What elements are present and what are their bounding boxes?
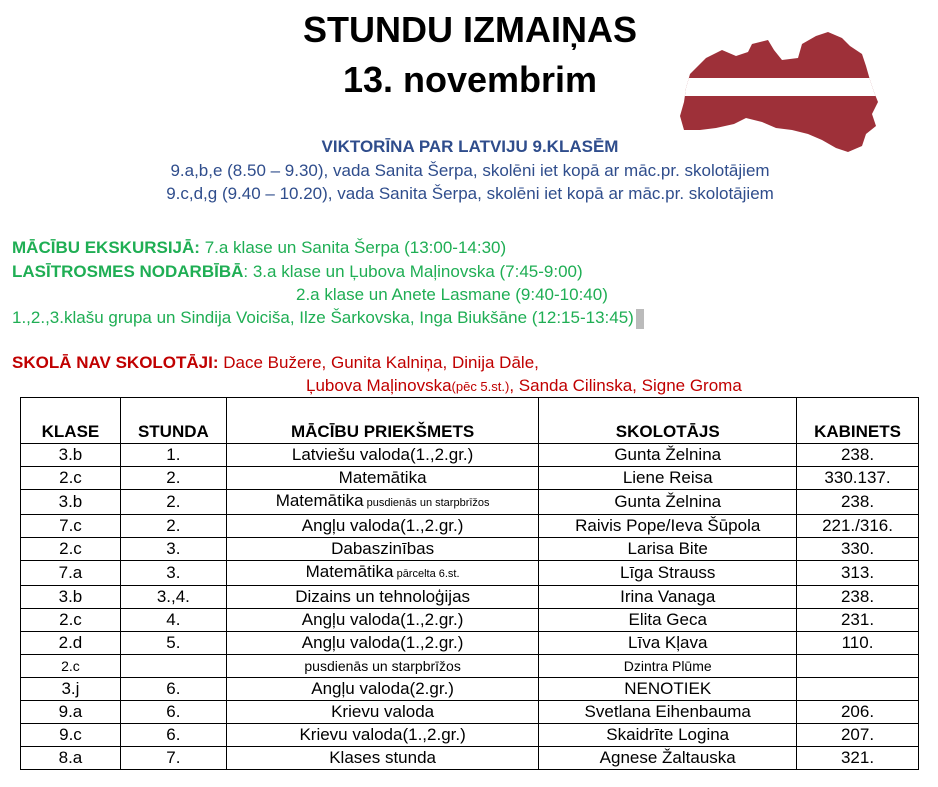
cell-teacher — [539, 586, 797, 609]
cell-teacher-text: Raivis Pope/Ieva Šūpola — [575, 516, 761, 535]
absent-names: , Sanda Cilinska, Signe Groma — [509, 376, 742, 395]
cell-room-text: 238. — [840, 492, 875, 511]
cell-stunda-text: 2. — [166, 468, 181, 487]
cell-klase — [21, 655, 121, 678]
cell-stunda — [120, 655, 226, 678]
reading-line-3 — [12, 307, 644, 329]
cell-klase-text: 2.c — [59, 610, 82, 629]
cell-stunda-text: 7. — [166, 748, 181, 767]
cell-klase — [21, 538, 121, 561]
cell-stunda — [120, 467, 226, 490]
cell-subject-note: pārcelta 6.st. — [393, 568, 460, 580]
cell-subject-text: Angļu valoda(1.,2.gr.) — [301, 610, 464, 629]
absent-note: (pēc 5.st.) — [451, 379, 510, 394]
table-header-row — [21, 398, 919, 444]
cell-klase — [21, 515, 121, 538]
col-header: STUNDA — [120, 398, 226, 444]
cell-stunda — [120, 490, 226, 515]
cell-subject-text: Matemātika — [338, 468, 427, 487]
cell-klase — [21, 490, 121, 515]
cell-teacher-text: Irina Vanaga — [620, 587, 716, 606]
cell-klase-text: 3.j — [61, 679, 80, 698]
cell-klase-text: 9.c — [59, 725, 82, 744]
table-row — [21, 467, 919, 490]
cell-subject — [226, 538, 539, 561]
text-cursor — [636, 309, 644, 329]
cell-teacher — [539, 538, 797, 561]
table-row — [21, 515, 919, 538]
cell-stunda-text: 2. — [166, 516, 181, 535]
cell-teacher — [539, 701, 797, 724]
cell-room-text: 321. — [840, 748, 875, 767]
quiz-line: 9.c,d,g (9.40 – 10.20), vada Sanita Šerpa, skolēni iet kopā ar māc.pr. skolotājiem — [166, 184, 774, 203]
cell-subject — [226, 655, 539, 678]
cell-room — [797, 515, 919, 538]
cell-stunda — [120, 561, 226, 586]
cell-teacher-text: Gunta Želnina — [614, 492, 722, 511]
table-row — [21, 678, 919, 701]
cell-room — [797, 678, 919, 701]
cell-teacher — [539, 655, 797, 678]
cell-room — [797, 586, 919, 609]
cell-subject — [226, 561, 539, 586]
cell-teacher — [539, 678, 797, 701]
cell-subject — [226, 467, 539, 490]
cell-teacher-text: Liene Reisa — [622, 468, 713, 487]
cell-subject-text: pusdienās un starpbrīžos — [304, 658, 461, 674]
cell-room-text: 206. — [840, 702, 875, 721]
reading-line-3-text: 1.,2.,3.klašu grupa un Sindija Voiciša, Ilze Šarkovska, Inga Biukšāne (12:15-13:45) — [12, 308, 634, 327]
table-row — [21, 747, 919, 770]
cell-teacher — [539, 515, 797, 538]
cell-klase — [21, 609, 121, 632]
cell-subject-text: Matemātika — [275, 491, 364, 510]
cell-teacher-text: Agnese Žaltauska — [599, 748, 736, 767]
cell-room — [797, 561, 919, 586]
absent-name: Ļubova Maļinovska — [306, 376, 452, 395]
cell-teacher — [539, 444, 797, 467]
cell-subject-note: pusdienās un starpbrīžos — [363, 497, 490, 509]
cell-klase-text: 7.a — [58, 563, 83, 582]
absent-text: Dace Bužere, Gunita Kalniņa, Dinija Dāle, — [218, 353, 539, 372]
cell-stunda-text: 5. — [166, 633, 181, 652]
cell-klase — [21, 586, 121, 609]
cell-subject-text: Angļu valoda(2.gr.) — [311, 679, 454, 698]
cell-stunda — [120, 632, 226, 655]
cell-subject-text: Krievu valoda(1.,2.gr.) — [299, 725, 466, 744]
cell-stunda-text: 1. — [166, 445, 181, 464]
cell-teacher — [539, 561, 797, 586]
cell-stunda-text: 3. — [166, 563, 181, 582]
absent-line — [12, 352, 539, 374]
cell-klase-text: 2.c — [61, 658, 80, 674]
cell-room-text: 330. — [840, 539, 875, 558]
cell-room-text: 238. — [840, 587, 875, 606]
cell-teacher-text: Gunta Želnina — [614, 445, 722, 464]
table-row — [21, 444, 919, 467]
cell-room — [797, 609, 919, 632]
quiz-heading: VIKTORĪNA PAR LATVIJU 9.KLASĒM — [321, 137, 619, 156]
cell-teacher — [539, 747, 797, 770]
cell-stunda — [120, 701, 226, 724]
col-header: KLASE — [21, 398, 121, 444]
cell-room — [797, 632, 919, 655]
col-header: KABINETS — [797, 398, 919, 444]
cell-teacher — [539, 632, 797, 655]
cell-subject — [226, 678, 539, 701]
cell-subject-text: Krievu valoda — [331, 702, 435, 721]
cell-teacher-text: Dzintra Plūme — [623, 658, 712, 674]
table-row — [21, 538, 919, 561]
cell-room — [797, 701, 919, 724]
col-header: SKOLOTĀJS — [539, 398, 797, 444]
cell-subject-text: Angļu valoda(1.,2.gr.) — [301, 516, 464, 535]
cell-room — [797, 444, 919, 467]
cell-klase — [21, 724, 121, 747]
cell-teacher-text: NENOTIEK — [624, 679, 712, 698]
table-row — [21, 724, 919, 747]
cell-stunda — [120, 444, 226, 467]
cell-klase — [21, 747, 121, 770]
cell-klase — [21, 701, 121, 724]
reading-line — [12, 261, 583, 283]
cell-room-text: 313. — [840, 563, 875, 582]
cell-teacher-text: Līva Kļava — [628, 633, 708, 652]
cell-teacher-text: Larisa Bite — [627, 539, 708, 558]
cell-subject — [226, 586, 539, 609]
cell-room — [797, 490, 919, 515]
cell-room — [797, 467, 919, 490]
table-row — [21, 490, 919, 515]
cell-teacher-text: Svetlana Eihenbauma — [584, 702, 751, 721]
cell-klase-text: 2.c — [59, 539, 82, 558]
cell-klase — [21, 444, 121, 467]
cell-subject — [226, 490, 539, 515]
cell-klase-text: 9.a — [58, 702, 83, 721]
page-title: STUNDU IZMAIŅAS — [303, 9, 637, 50]
cell-stunda-text: 3.,4. — [156, 587, 190, 606]
cell-teacher — [539, 467, 797, 490]
cell-klase-text: 3.b — [58, 587, 83, 606]
cell-stunda — [120, 747, 226, 770]
table-row — [21, 701, 919, 724]
page-date: 13. novembrim — [342, 59, 598, 100]
cell-subject — [226, 747, 539, 770]
absent-label: SKOLĀ NAV SKOLOTĀJI: — [12, 353, 219, 372]
cell-teacher-text: Elita Geca — [628, 610, 707, 629]
cell-subject — [226, 444, 539, 467]
cell-stunda-text: 6. — [166, 702, 181, 721]
col-header: MĀCĪBU PRIEKŠMETS — [226, 398, 539, 444]
cell-subject — [226, 515, 539, 538]
cell-teacher — [539, 490, 797, 515]
cell-room-text: 330.137. — [824, 468, 891, 487]
cell-room-text: 231. — [840, 610, 875, 629]
cell-room-text: 238. — [840, 445, 875, 464]
cell-stunda — [120, 678, 226, 701]
cell-klase-text: 7.c — [59, 516, 82, 535]
cell-subject — [226, 724, 539, 747]
cell-klase-text: 2.c — [59, 468, 82, 487]
cell-stunda-text: 6. — [166, 725, 181, 744]
cell-subject — [226, 701, 539, 724]
cell-subject-text: Angļu valoda(1.,2.gr.) — [301, 633, 464, 652]
table-row — [21, 632, 919, 655]
cell-subject — [226, 632, 539, 655]
cell-klase-text: 2.d — [58, 633, 83, 652]
cell-stunda-text: 3. — [166, 539, 181, 558]
cell-room — [797, 538, 919, 561]
schedule-table — [20, 397, 919, 770]
cell-teacher — [539, 609, 797, 632]
cell-stunda — [120, 724, 226, 747]
cell-subject-text: Latviešu valoda(1.,2.gr.) — [291, 445, 474, 464]
cell-stunda — [120, 586, 226, 609]
cell-room-text: 207. — [840, 725, 875, 744]
table-row — [21, 586, 919, 609]
cell-klase — [21, 467, 121, 490]
cell-teacher-text: Līga Strauss — [619, 563, 716, 582]
cell-teacher — [539, 724, 797, 747]
cell-subject — [226, 609, 539, 632]
cell-stunda — [120, 609, 226, 632]
cell-stunda-text: 2. — [166, 492, 181, 511]
cell-room-text: 110. — [841, 633, 874, 652]
cell-klase-text: 8.a — [58, 748, 83, 767]
table-row — [21, 655, 919, 678]
cell-klase-text: 3.b — [58, 492, 83, 511]
absent-line-2 — [306, 375, 742, 398]
cell-stunda-text: 4. — [166, 610, 181, 629]
cell-stunda-text: 6. — [166, 679, 181, 698]
reading-label: LASĪTROSMES NODARBĪBĀ — [12, 262, 244, 281]
cell-klase — [21, 632, 121, 655]
cell-klase — [21, 678, 121, 701]
cell-teacher-text: Skaidrīte Logina — [606, 725, 730, 744]
excursion-text: 7.a klase un Sanita Šerpa (13:00-14:30) — [199, 238, 507, 257]
cell-klase — [21, 561, 121, 586]
cell-subject-text: Dizains un tehnoloģijas — [295, 587, 471, 606]
cell-room — [797, 655, 919, 678]
excursion-line — [12, 237, 506, 259]
cell-subject-text: Matemātika — [305, 562, 394, 581]
quiz-line: 9.a,b,e (8.50 – 9.30), vada Sanita Šerpa, skolēni iet kopā ar māc.pr. skolotājiem — [170, 161, 770, 180]
cell-room-text: 221./316. — [822, 516, 893, 535]
table-row — [21, 609, 919, 632]
cell-room — [797, 724, 919, 747]
table-row — [21, 561, 919, 586]
cell-room — [797, 747, 919, 770]
reading-line-2: 2.a klase un Anete Lasmane (9:40-10:40) — [296, 285, 608, 304]
reading-text: : 3.a klase un Ļubova Maļinovska (7:45-9:00) — [243, 262, 583, 281]
excursion-label: MĀCĪBU EKSKURSIJĀ: — [12, 238, 200, 257]
cell-stunda — [120, 538, 226, 561]
cell-subject-text: Klases stunda — [329, 748, 436, 767]
cell-klase-text: 3.b — [58, 445, 83, 464]
cell-stunda — [120, 515, 226, 538]
cell-subject-text: Dabaszinības — [331, 539, 435, 558]
